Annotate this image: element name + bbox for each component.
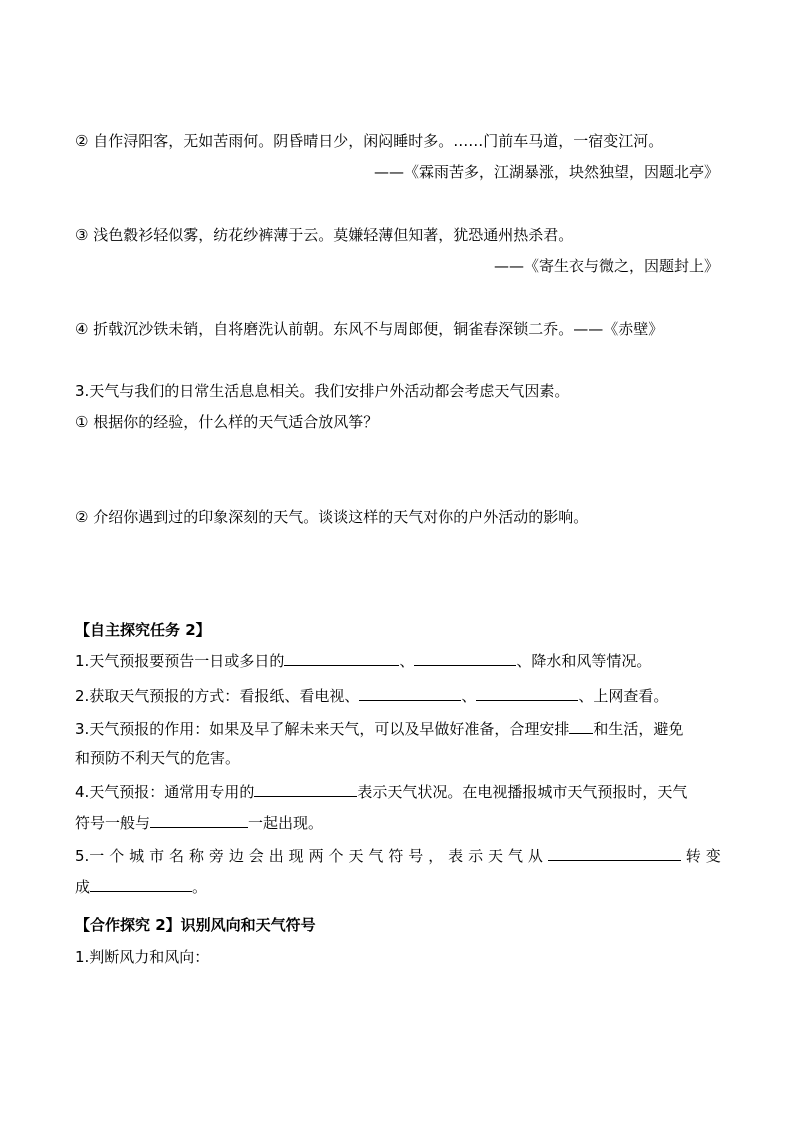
- task2-item-3-line1: [75, 719, 683, 739]
- task2-item-5-char: 市: [149, 847, 165, 865]
- task2-item-5-char: 变: [705, 847, 721, 865]
- task2-item-5-char: 个: [109, 847, 125, 865]
- blank-field[interactable]: [569, 719, 593, 734]
- task2-item-5-char: 城: [129, 847, 145, 865]
- poem-2-source: ——《霖雨苦多，江湖暴涨，块然独望，因题北亭》: [373, 163, 719, 181]
- task2-item-5-char: 边: [228, 847, 244, 865]
- task2-item-5-char: 出: [268, 847, 284, 865]
- task2-item-5-char: 会: [248, 847, 264, 865]
- task2-item-5-spread: [75, 846, 721, 866]
- task2-item-5-line2: [75, 877, 207, 897]
- task2-heading: 【自主探究任务 2】: [75, 621, 211, 639]
- task2-item-5-char: 表: [448, 847, 464, 865]
- task2-item-3-line2: 和预防不利天气的危害。: [75, 749, 241, 767]
- task2-item-5-char: 号: [408, 847, 424, 865]
- task2-item-5-char: 天: [348, 847, 364, 865]
- task2-item-5-char: 现: [288, 847, 304, 865]
- coop2-item-1: 1.判断风力和风向：: [75, 948, 210, 966]
- poem-3-line: ③ 浅色縠衫轻似雾，纺花纱裤薄于云。莫嫌轻薄但知著，犹恐通州热杀君。: [75, 226, 574, 244]
- task2-item-5-text-d: 。: [192, 878, 208, 896]
- task2-item-5-char: 气: [368, 847, 384, 865]
- task2-item-3-text-a: 3.天气预报的作用：如果及早了解未来天气，可以及早做好准备，合理安排: [75, 720, 570, 738]
- task2-item-4-text-b: 表示天气状况。在电视播报城市天气预报时，天气: [357, 783, 688, 801]
- q3-sub2: ② 介绍你遇到过的印象深刻的天气。谈谈这样的天气对你的户外活动的影响。: [75, 508, 589, 526]
- poem-3-source: ——《寄生衣与微之，因题封上》: [493, 257, 719, 275]
- task2-item-5-text-c: 成: [75, 878, 91, 896]
- task2-item-5-char: 天: [488, 847, 504, 865]
- blank-field[interactable]: [414, 651, 516, 666]
- poem-2-line: ② 自作浔阳客，无如苦雨何。阴昏晴日少，闲闷睡时多。……门前车马道，一宿变江河。: [75, 132, 664, 150]
- task2-item-4-text-d: 一起出现。: [248, 814, 324, 832]
- task2-item-1-text-a: 1.天气预报要预告一日或多日的: [75, 652, 285, 670]
- task2-item-4-line2: [75, 813, 323, 833]
- blank-field[interactable]: [150, 813, 248, 828]
- blank-field[interactable]: [359, 686, 461, 701]
- task2-item-5-char: 个: [328, 847, 344, 865]
- task2-item-5-char: 旁: [208, 847, 224, 865]
- task2-item-5-char: 符: [388, 847, 404, 865]
- blank-field[interactable]: [254, 782, 357, 797]
- blank-field[interactable]: [90, 877, 192, 892]
- task2-item-2: [75, 686, 668, 706]
- task2-item-4-text-c: 符号一般与: [75, 814, 151, 832]
- task2-item-5-char: 气: [507, 847, 523, 865]
- blank-field[interactable]: [284, 651, 399, 666]
- task2-item-5-char: 示: [468, 847, 484, 865]
- task2-item-5-char: ，: [428, 847, 444, 865]
- coop2-heading: 【合作探究 2】识别风向和天气符号: [75, 916, 316, 934]
- task2-item-4-line1: [75, 782, 687, 802]
- task2-item-5-char: 名: [169, 847, 185, 865]
- task2-item-5-char: 转: [685, 847, 701, 865]
- blank-field[interactable]: [548, 846, 681, 861]
- task2-item-4-text-a: 4.天气预报：通常用专用的: [75, 783, 255, 801]
- task2-item-1-text-b: 、: [399, 652, 415, 670]
- task2-item-5-char: 从: [527, 847, 543, 865]
- task2-item-2-text-a: 2.获取天气预报的方式：看报纸、看电视、: [75, 687, 360, 705]
- poem-4-line: ④ 折戟沉沙铁未销，自将磨洗认前朝。东风不与周郎便，铜雀春深锁二乔。——《赤壁》: [75, 320, 664, 338]
- task2-item-5-char: 5.一: [75, 847, 105, 865]
- task2-item-5-char: 称: [188, 847, 204, 865]
- task2-item-1: [75, 651, 651, 671]
- task2-item-5-line1: [75, 846, 721, 866]
- task2-item-2-text-b: 、: [461, 687, 477, 705]
- q3-sub1: ① 根据你的经验，什么样的天气适合放风筝？: [75, 413, 379, 431]
- task2-item-5-char: 两: [308, 847, 324, 865]
- blank-field[interactable]: [476, 686, 578, 701]
- q3-intro: 3.天气与我们的日常生活息息相关。我们安排户外活动都会考虑天气因素。: [75, 382, 570, 400]
- task2-item-3-text-b: 和生活，避免: [593, 720, 684, 738]
- task2-item-1-text-c: 、降水和风等情况。: [516, 652, 652, 670]
- task2-item-2-text-c: 、上网查看。: [578, 687, 669, 705]
